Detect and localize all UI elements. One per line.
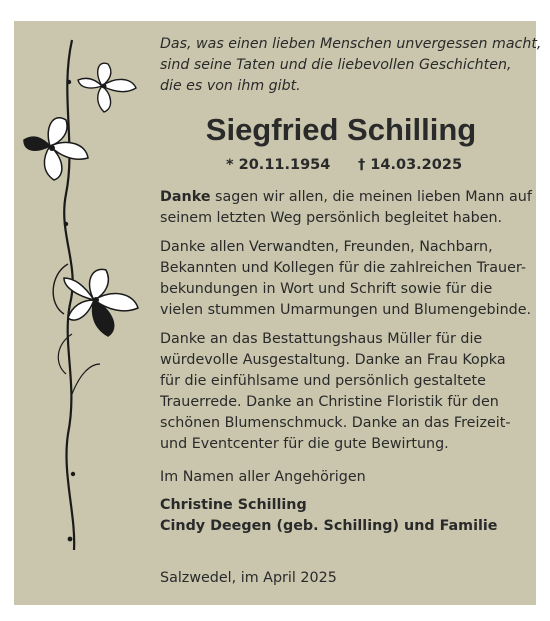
signature-intro: Im Namen aller Angehörigen: [160, 469, 366, 485]
text-line: würdevolle Ausgestaltung. Danke an Frau Kopka: [160, 352, 506, 368]
quote-line: Das, was einen lieben Menschen unvergessen macht,: [160, 36, 542, 52]
text-line: Bekannten und Kollegen für die zahlreichen Trauer-: [160, 260, 527, 276]
birth-date: * 20.11.1954: [226, 157, 331, 173]
thanks-text: [160, 187, 532, 463]
text-line: bekundungen in Wort und Schrift sowie für die: [160, 281, 493, 297]
thanks-paragraph: [160, 237, 532, 321]
memorial-quote: [160, 34, 542, 97]
death-date: † 14.03.2025: [358, 157, 463, 173]
text-line: für die einfühlsame und persönlich gestaltete: [160, 373, 486, 389]
text-line: Trauerrede. Danke an Christine Floristik für den: [160, 394, 499, 410]
place-and-date: Salzwedel, im April 2025: [160, 570, 337, 586]
quote-line: sind seine Taten und die liebevollen Geschichten,: [160, 57, 512, 73]
signature-name: Cindy Deegen (geb. Schilling) und Familie: [160, 518, 498, 534]
text-line: schönen Blumenschmuck. Danke an das Freizeit-: [160, 415, 511, 431]
text-line: Danke an das Bestattungshaus Müller für die: [160, 331, 483, 347]
signature-names: [160, 495, 497, 537]
text-line: [160, 187, 532, 208]
text-line: und Eventcenter für die gute Bewirtung.: [160, 436, 449, 452]
text-line: vielen stummen Umarmungen und Blumengebinde.: [160, 302, 532, 318]
signature-name: Christine Schilling: [160, 497, 307, 513]
thanks-paragraph: [160, 329, 532, 455]
thanks-paragraph: [160, 187, 532, 229]
flower-branch-icon: [20, 34, 150, 554]
text-fragment: sagen wir allen, die meinen lieben Mann auf: [210, 189, 532, 205]
text-line: seinem letzten Weg persönlich begleitet haben.: [160, 210, 503, 226]
deceased-name: Siegfried Schilling: [205, 112, 477, 147]
text-line: Danke allen Verwandten, Freunden, Nachbarn,: [160, 239, 493, 255]
thanks-lead-word: Danke: [160, 189, 211, 205]
quote-line: die es von ihm gibt.: [160, 78, 301, 94]
